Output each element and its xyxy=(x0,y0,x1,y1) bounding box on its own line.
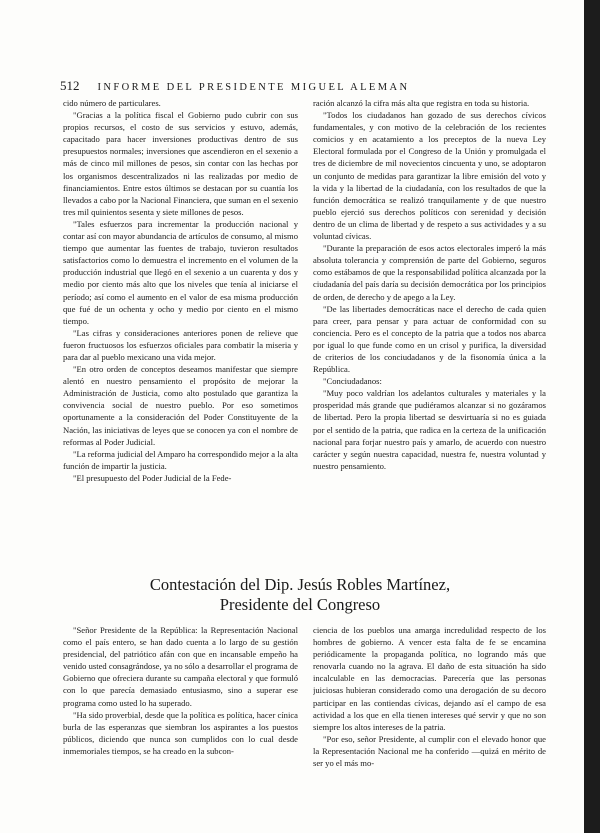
paragraph: "Muy poco valdrían los adelantos culturales y materiales y la prosperidad más grande que pudiéramos alcanzar si no gozáramos de libertad. Pero la propia libertad se desvirtuaría si no es guiada por el sentido de la patria, que radica en la certeza de la unificación nacional para forjar nuestro país y amarlo, de acuerdo con nuestro carácter y según nuestra capacidad, nuestra fe, nuestra voluntad y nuestro pensamiento. xyxy=(313,388,546,471)
paragraph: "Durante la preparación de esos actos electorales imperó la más absoluta tolerancia y comprensión de parte del Gobierno, seguros como estábamos de que la responsabilidad política alcanzada por la ciudadanía del país daría su decisión democrática por los principios de orden, de derecho y de apego a la Ley. xyxy=(313,243,546,302)
section-heading: Contestación del Dip. Jesús Robles Martínez, Presidente del Congreso xyxy=(149,575,451,614)
page-number: 512 xyxy=(60,78,80,93)
running-title: INFORME DEL PRESIDENTE MIGUEL ALEMAN xyxy=(97,82,410,93)
paragraph: "Ha sido proverbial, desde que la política es política, hacer cínica burla de las esperanzas que siembran los aspirantes a los puestos públicos, diciendo que nunca son cumplidos con lo cual desde inmemoriales tiempos, se ha creado en la subcon- xyxy=(63,709,298,756)
paragraph: "Todos los ciudadanos han gozado de sus derechos cívicos fundamentales, y con motivo de la celebración de los recientes comicios y en acatamiento a los preceptos de la nueva Ley Electoral formulada por el Congreso de la Unión y promulgada el tres de diciembre de mil novecientos cincuenta y uno, se adoptaron un conjunto de medidas para garantizar la libre emisión del voto y la vida y la libertad de la ciudadanía, con los resultados de que la función democrática se realizó tranquilamente y de que nuestro pueblo ejerció sus derechos políticos con serenidad y decisión dentro de un clima de libertad y de respeto a sus actividades y a su voluntad cívicas. xyxy=(313,110,546,242)
paragraph: cido número de particulares. xyxy=(63,98,161,108)
paragraph: "Conciudadanos: xyxy=(323,376,382,387)
running-head xyxy=(60,78,540,94)
paragraph: "El presupuesto del Poder Judicial de la Fede- xyxy=(73,472,232,483)
paragraph: "En otro orden de conceptos deseamos manifestar que siempre alentó en nuestro pensamiento el propósito de mejorar la Administración de Justicia, como alto postulado que garantiza la convivencia social de nuestro pueblo. Por eso sometimos oportunamente a la consideración del Poder Constituyente de la Nación, las iniciativas de leyes que se conocen ya con el nombre de reformas al Poder Judicial. xyxy=(63,364,298,447)
paragraph: "La reforma judicial del Amparo ha correspondido mejor a la alta función de impartir la justicia. xyxy=(63,448,298,471)
top-left-column xyxy=(63,97,298,552)
paragraph: ración alcanzó la cifra más alta que registra en toda su historia. xyxy=(313,98,530,108)
top-right-column xyxy=(313,97,546,552)
bottom-left-column xyxy=(63,624,298,824)
paragraph: "Tales esfuerzos para incrementar la producción nacional y contar así con mayor abundancia de artículos de consumo, al mismo tiempo que aumentar las fuentes de trabajo, tuvieron resultados satisfactorios como lo demuestra el incremento en el volumen de la producción industrial que llegó en el sexenio a un cuarenta y dos y medio por ciento más alto que los niveles que tenía al iniciarse el período; así como el aumento en el valor de esa misma producción que fué de un ochenta y ocho y medio por ciento en el mismo tiempo. xyxy=(63,218,298,326)
paragraph: "Las cifras y consideraciones anteriores ponen de relieve que fueron fructuosos los esfuerzos oficiales para combatir la miseria y para dar al pueblo mexicano una vida mejor. xyxy=(63,327,298,362)
paragraph: "Señor Presidente de la República: la Representación Nacional como el país entero, se han dado cuenta a lo largo de su gestión presidencial, del patriótico afán con que en incansable empeño ha venido usted consagrándose, ya no sólo a desarrollar el programa de Gobierno que ofreciera durante su campaña electoral y que formuló con lo que parecía demasiado entusiasmo, sino a superar ese programa como usted lo ha superado. xyxy=(63,625,298,708)
paragraph: ciencia de los pueblos una amarga incredulidad respecto de los hombres de gobierno. A vencer esta falta de fe se encamina periódicamente la propaganda política, no logrando más que renovarla cuando no la agrava. El daño de esta situación ha sido incalculable en las democracias. Parecería que las personas juiciosas hubieran considerado como una derogación de su decoro participar en las contiendas cívicas, dejando así el campo de esa actividad a los que en ella tienen intereses qué servir y que no son siempre los altos intereses de la patria. xyxy=(313,625,546,732)
paragraph: "Por eso, señor Presidente, al cumplir con el elevado honor que la Representación Nacional me ha conferido —quizá en mérito de ser yo el más mo- xyxy=(313,733,546,769)
paragraph: "Gracias a la política fiscal el Gobierno pudo cubrir con sus propios recursos, el costo de sus servicios y estuvo, además, capacitado para hacer inversiones productivas dentro de sus presupuestos normales; inversiones que ascendieron en el sexenio a más de cinco mil millones de pesos, sin contar con las hechas por los organismos descentralizados ni las realizadas por medio de financiamientos. Entre estos últimos se destacan por su cuantía los llevados a cabo por la Nacional Financiera, que suman en el sexenio tres mil quinientos sesenta y siete millones de pesos. xyxy=(63,110,298,217)
paragraph: "De las libertades democráticas nace el derecho de cada quien para creer, para pensar y para actuar de conformidad con su conciencia. Pero es el concepto de la patria que a todos nos abarca por igual lo que funde como en un crisol y purifica, la diversidad de criterios de los conciudadanos y de la fisonomía única a la República. xyxy=(313,303,546,375)
scan-edge xyxy=(584,0,600,833)
bottom-right-column xyxy=(313,624,546,824)
